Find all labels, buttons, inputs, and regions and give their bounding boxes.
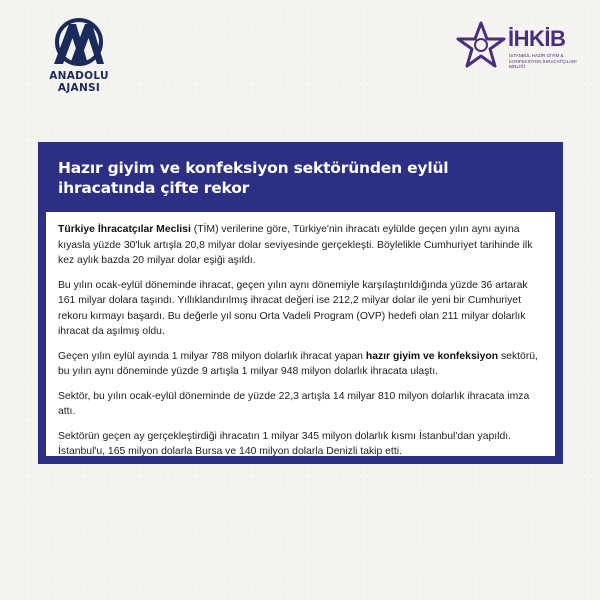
bold-phrase: Türkiye İhracatçılar Meclisi <box>58 224 191 235</box>
ihkib-logo <box>455 20 575 72</box>
paragraph-3 <box>58 349 543 380</box>
news-card <box>38 142 563 464</box>
paragraph-text: (TİM) verilerine göre, Türkiye'nin ihracatı eylülde geçen yılın aynı ayına kıyasla yüzde 30'luk artışla 20,8 milyar dolar seviyesinde gerçekleşti. Böylelikle Cumhuriyet tarihinde ilk kez aylık bazda 20 milyar dolar eşiği aşıldı. <box>58 224 533 266</box>
paragraph-text: Sektörün geçen ay gerçekleştirdiği ihracatın 1 milyar 345 milyon dolarlık kısmı İstanbul'dan yapıldı. İstanbul'u, 165 milyon dolarla Bursa ve 140 milyon dolarla Denizli takip etti. <box>58 430 512 457</box>
paragraph-text: Geçen yılın eylül ayında 1 milyar 788 milyon dolarlık ihracat yapan <box>58 350 366 362</box>
ihkib-subtitle: İSTANBUL HAZIR GİYİM & KONFEKSİYON İHRACATÇILARI BİRLİĞİ <box>509 53 577 69</box>
ihkib-wordmark: İHKİB <box>508 26 566 51</box>
paragraph-text: sektörü, bu yılın aynı döneminde yüzde 9 artışla 1 milyar 948 milyon dolarlık ihracata ulaştı. <box>58 350 538 377</box>
paragraph-1 <box>58 222 543 269</box>
aa-mark-icon <box>48 18 110 70</box>
anadolu-ajansi-logo <box>34 18 124 94</box>
paragraph-text: Bu yılın ocak-eylül döneminde ihracat, geçen yılın aynı dönemiyle karşılaştırıldığında yüzde 36 artarak 161 milyar dolara taşındı. Yıllıklandırılmış ihracat değeri ise 212,2 milyar dolar ile yeni bir Cumhuriyet rekoru kırmayı başardı. Bu değerle yıl sonu Orta Vadeli Program (OVP) hedefi olan 211 milyar dolarlık ihracat da aşılmış oldu. <box>58 279 528 337</box>
bold-phrase: hazır giyim ve konfeksiyon <box>365 350 499 362</box>
anadolu-ajansi-wordmark: ANADOLU AJANSI <box>49 70 109 94</box>
star-icon <box>455 20 507 70</box>
article-body <box>46 214 555 469</box>
paragraph-4 <box>58 389 543 420</box>
paragraph-5 <box>58 429 543 460</box>
card-header <box>46 150 555 214</box>
article-title: Hazır giyim ve konfeksiyon sektöründen eylül ihracatında çifte rekor <box>58 159 449 197</box>
paragraph-2 <box>58 278 543 340</box>
paragraph-text: Sektör, bu yılın ocak-eylül döneminde de yüzde 22,3 artışla 14 milyar 810 milyon dolarlık ihracata imza attı. <box>58 390 530 417</box>
